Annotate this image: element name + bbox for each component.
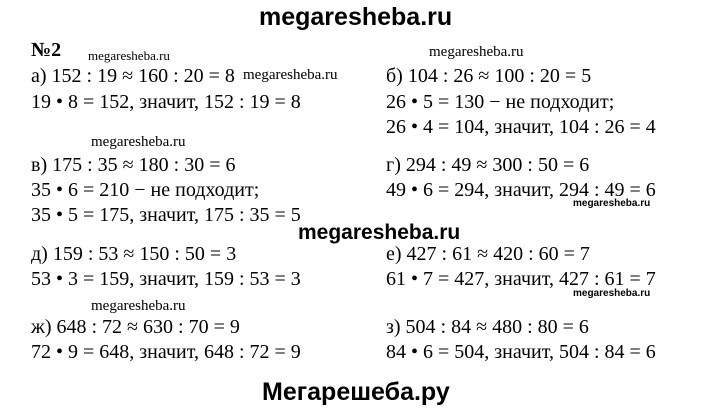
- watermark-v: megaresheba.ru: [91, 134, 186, 150]
- solution-zh-line-1: ж) 648 : 72 ≈ 630 : 70 = 9: [31, 316, 240, 338]
- watermark-a-overlay: megaresheba.ru: [243, 67, 338, 83]
- solution-e-line-1: е) 427 : 61 ≈ 420 : 60 = 7: [386, 243, 590, 265]
- solution-a-line-1: а) 152 : 19 ≈ 160 : 20 = 8: [31, 65, 235, 87]
- solution-v-line-3: 35 • 5 = 175, значит, 175 : 35 = 5: [31, 204, 301, 226]
- solution-v-line-1: в) 175 : 35 ≈ 180 : 30 = 6: [31, 154, 236, 176]
- solution-b-line-1: б) 104 : 26 ≈ 100 : 20 = 5: [386, 65, 592, 87]
- solution-d-line-2: 53 • 3 = 159, значит, 159 : 53 = 3: [31, 268, 301, 290]
- solution-g-line-1: г) 294 : 49 ≈ 300 : 50 = 6: [386, 154, 590, 176]
- watermark-top-left: megaresheba.ru: [88, 48, 170, 63]
- solution-z-line-2: 84 • 6 = 504, значит, 504 : 84 = 6: [386, 341, 656, 363]
- site-title: megaresheba.ru: [259, 3, 453, 31]
- solution-d-line-1: д) 159 : 53 ≈ 150 : 50 = 3: [31, 243, 237, 265]
- watermark-top-right: megaresheba.ru: [429, 44, 524, 60]
- solution-v-line-2: 35 • 6 = 210 − не подходит;: [31, 179, 260, 201]
- solution-z-line-1: з) 504 : 84 ≈ 480 : 80 = 6: [386, 316, 589, 338]
- task-number: №2: [31, 39, 62, 61]
- watermark-middle: megaresheba.ru: [298, 221, 461, 244]
- solution-g-line-2: 49 • 6 = 294, значит, 294 : 49 = 6: [386, 179, 656, 201]
- solution-b-line-2: 26 • 5 = 130 − не подходит;: [386, 91, 615, 113]
- solution-a-line-2: 19 • 8 = 152, значит, 152 : 19 = 8: [31, 91, 301, 113]
- solution-zh-line-2: 72 • 9 = 648, значит, 648 : 72 = 9: [31, 341, 301, 363]
- solution-b-line-3: 26 • 4 = 104, значит, 104 : 26 = 4: [386, 116, 656, 138]
- watermark-before-zh: megaresheba.ru: [91, 298, 186, 314]
- footer-site-title: Мегарешеба.ру: [262, 378, 450, 406]
- watermark-after-g: megaresheba.ru: [573, 198, 651, 209]
- solution-e-line-2: 61 • 7 = 427, значит, 427 : 61 = 7: [386, 268, 656, 290]
- watermark-after-e: megaresheba.ru: [573, 288, 651, 299]
